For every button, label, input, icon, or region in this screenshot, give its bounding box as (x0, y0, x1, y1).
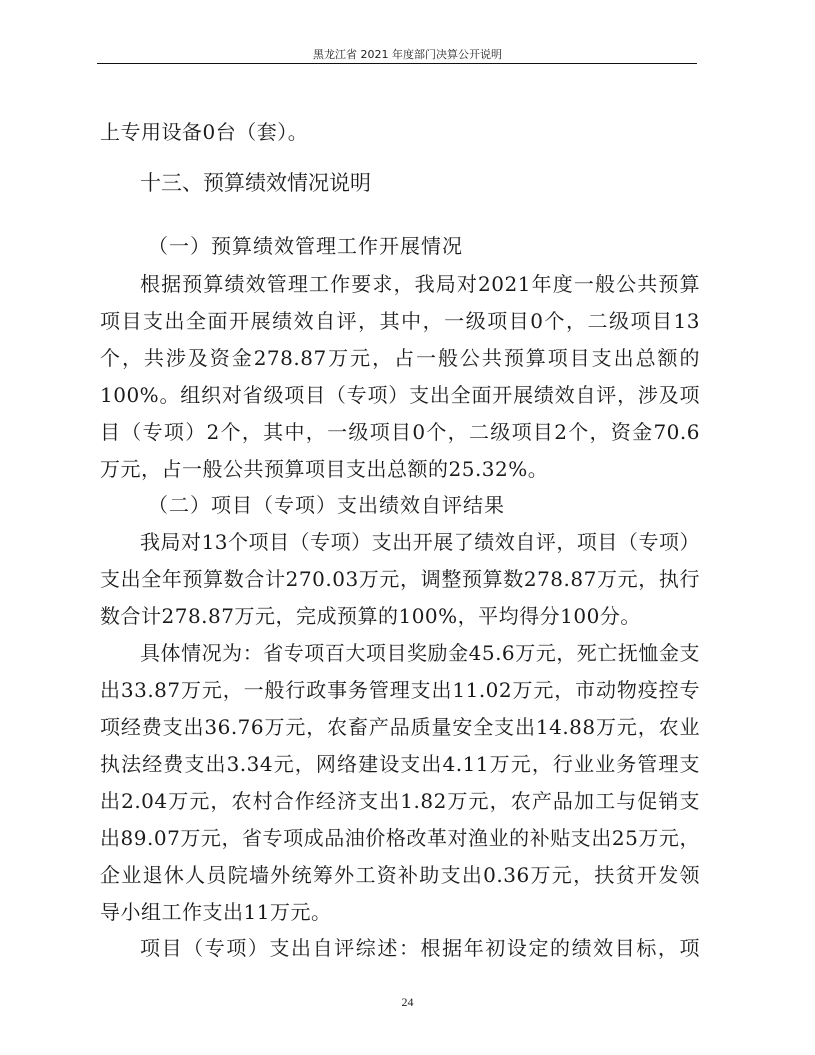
paragraph-line: 项目（专项）支出自评综述：根据年初设定的绩效目标，项 (140, 936, 700, 960)
paragraph-line: 我局对13个项目（专项）支出开展了绩效自评，项目（专项） (140, 530, 700, 554)
header-rule (97, 63, 697, 64)
paragraph-line: 根据预算绩效管理工作要求，我局对2021年度一般公共预算 (140, 272, 700, 296)
page-number: 24 (401, 995, 414, 1009)
paragraph-line: 项目支出全面开展绩效自评，其中，一级项目0个，二级项目13 (100, 309, 700, 333)
paragraph-line: 出2.04万元，农村合作经济支出1.82万元，农产品加工与促销支 (100, 789, 700, 813)
subsection-title-1: （一）预算绩效管理工作开展情况 (148, 234, 463, 258)
subsection-title-2: （二）项目（专项）支出绩效自评结果 (148, 493, 505, 517)
paragraph-line: 目（专项）2个，其中，一级项目0个，二级项目2个，资金70.6 (100, 420, 700, 444)
paragraph-line: 出33.87万元，一般行政事务管理支出11.02万元，市动物疫控专 (100, 678, 700, 702)
page-header-title: 黑龙江省 2021 年度部门决算公开说明 (313, 48, 502, 61)
text-line: 上专用设备0台（套）。 (100, 120, 309, 144)
paragraph-line: 执法经费支出3.34元，网络建设支出4.11万元，行业业务管理支 (100, 752, 700, 776)
section-title: 十三、预算绩效情况说明 (140, 171, 371, 195)
paragraph-line: 数合计278.87万元，完成预算的100%，平均得分100分。 (100, 604, 641, 628)
paragraph-line: 个，共涉及资金278.87万元，占一般公共预算项目支出总额的 (100, 346, 700, 370)
paragraph-line: 100%。组织对省级项目（专项）支出全面开展绩效自评，涉及项 (100, 383, 700, 407)
paragraph-line: 具体情况为：省专项百大项目奖励金45.6万元，死亡抚恤金支 (140, 641, 700, 665)
paragraph-line: 出89.07万元，省专项成品油价格改革对渔业的补贴支出25万元， (100, 826, 700, 850)
paragraph-line: 导小组工作支出11万元。 (100, 900, 332, 924)
paragraph-line: 企业退休人员院墙外统筹外工资补助支出0.36万元，扶贫开发领 (100, 863, 700, 887)
paragraph-line: 支出全年预算数合计270.03万元，调整预算数278.87万元，执行 (100, 567, 700, 591)
paragraph-line: 项经费支出36.76万元，农畜产品质量安全支出14.88万元，农业 (100, 715, 700, 739)
paragraph-line: 万元，占一般公共预算项目支出总额的25.32%。 (100, 457, 549, 481)
